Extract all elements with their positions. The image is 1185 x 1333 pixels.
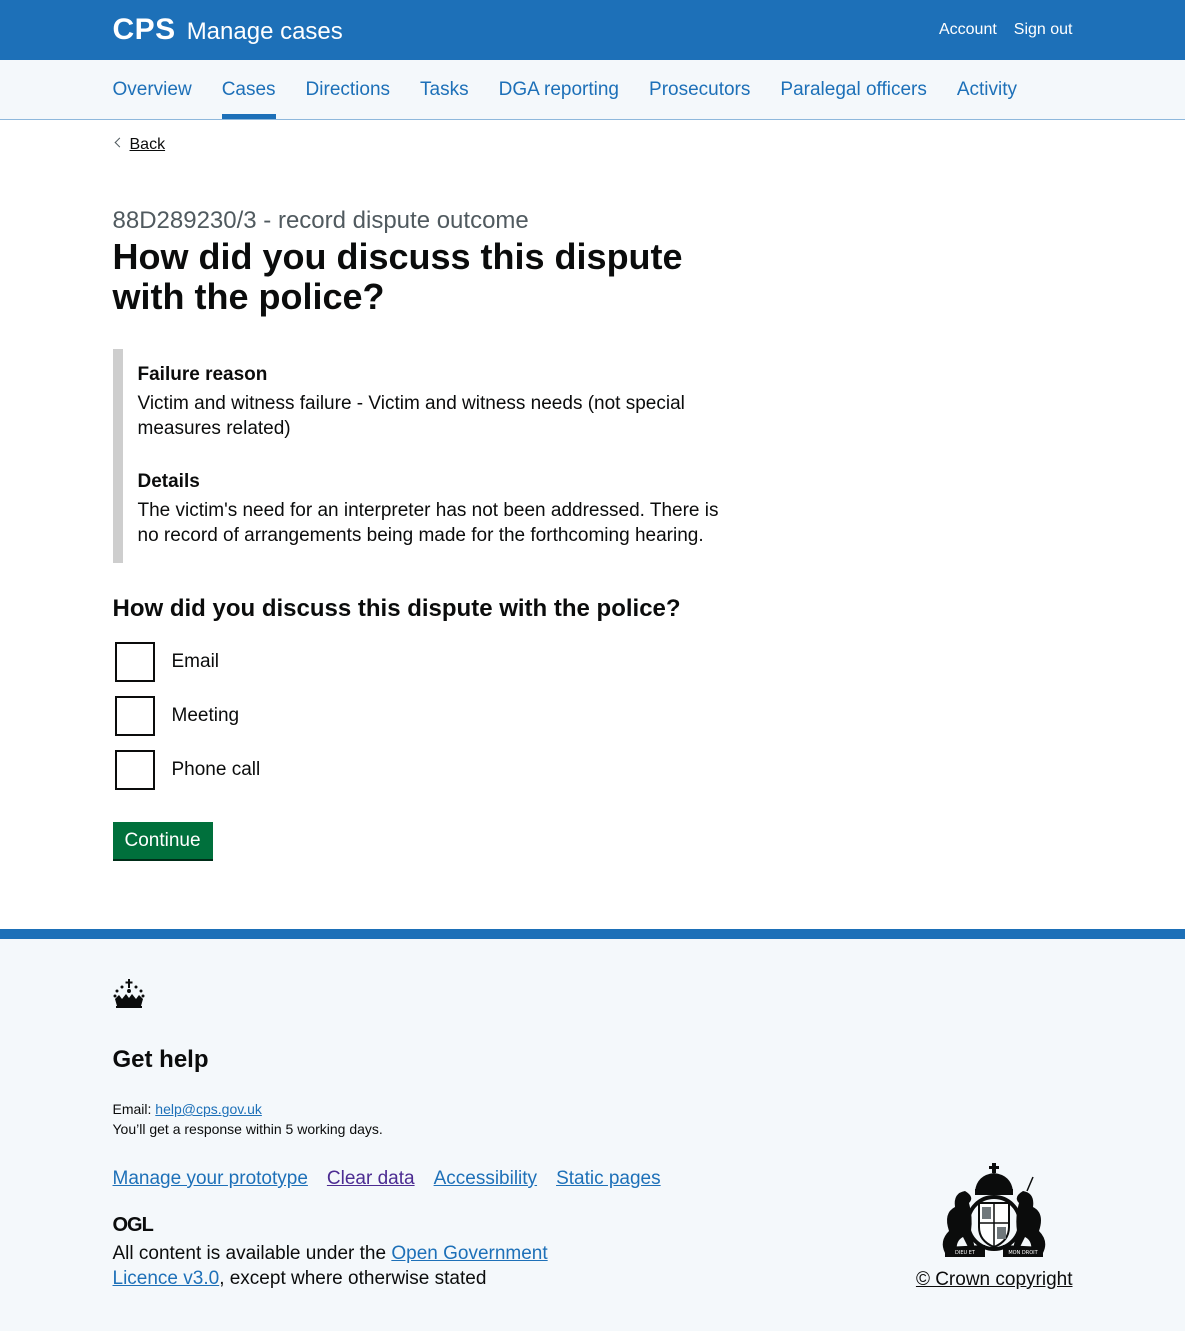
checkbox-item-email[interactable] [113, 642, 1073, 682]
copyright-block [916, 1161, 1073, 1291]
checkbox-item-phone-call[interactable] [113, 750, 1073, 790]
licence-text [113, 1241, 553, 1291]
failure-reason-heading: Failure reason [137, 364, 268, 385]
footer-links [113, 1168, 661, 1190]
meeting-checkbox[interactable] [115, 696, 155, 736]
open-government-licence-link[interactable]: Open Government Licence v3.0 [112, 1243, 548, 1289]
nav-cases[interactable]: Cases [222, 60, 276, 119]
help-email-link[interactable]: help@cps.gov.uk [155, 1101, 262, 1117]
static-pages-link[interactable]: Static pages [556, 1168, 661, 1189]
svg-text:MON DROIT: MON DROIT [1008, 1250, 1038, 1256]
nav-prosecutors[interactable]: Prosecutors [649, 79, 751, 100]
ogl-logo-icon: OGL [112, 1214, 153, 1236]
sign-out-link[interactable]: Sign out [1013, 21, 1073, 38]
site-header [0, 0, 1185, 60]
nav-activity[interactable]: Activity [956, 79, 1018, 100]
checkbox-item-meeting[interactable] [113, 696, 1073, 736]
service-name: Manage cases [186, 18, 343, 45]
primary-navigation [0, 60, 1185, 120]
phone-call-label: Phone call [171, 759, 261, 780]
inset-text [113, 349, 733, 563]
email-checkbox[interactable] [115, 642, 155, 682]
details-text: The victim's need for an interpreter has not been addressed. There is no record of arrangements being made for the forthcoming hearing. [137, 500, 719, 546]
header-nav [939, 21, 1073, 39]
crown-icon [113, 979, 145, 1009]
get-help-heading: Get help [112, 1046, 209, 1073]
email-label: Email [171, 651, 220, 672]
phone-call-checkbox[interactable] [115, 750, 155, 790]
clear-data-link[interactable]: Clear data [326, 1168, 415, 1189]
svg-text:DIEU ET: DIEU ET [955, 1250, 976, 1256]
royal-coat-of-arms-icon [935, 1161, 1053, 1261]
nav-tasks[interactable]: Tasks [420, 79, 469, 100]
footer-left [113, 1168, 661, 1291]
manage-prototype-link[interactable]: Manage your prototype [112, 1168, 308, 1189]
meeting-label: Meeting [171, 705, 240, 726]
details-block [138, 471, 733, 548]
nav-paralegal-officers[interactable]: Paralegal officers [780, 79, 927, 100]
chevron-left-icon [114, 137, 124, 147]
crown-copyright-link[interactable]: © Crown copyright [915, 1269, 1073, 1290]
licence-prefix: All content is available under the [112, 1243, 392, 1264]
details-heading: Details [137, 471, 200, 492]
site-footer [0, 929, 1185, 1331]
nav-overview[interactable]: Overview [112, 79, 192, 100]
failure-reason-block [138, 364, 733, 441]
back-label: Back [129, 136, 166, 153]
brand[interactable] [113, 13, 343, 47]
continue-button[interactable]: Continue [113, 822, 213, 859]
account-link[interactable]: Account [938, 21, 997, 38]
email-prefix: Email: [112, 1101, 152, 1117]
footer-bottom [113, 1161, 1073, 1291]
cps-logo: CPS [112, 13, 176, 46]
back-link[interactable] [113, 136, 166, 154]
nav-directions[interactable]: Directions [305, 79, 391, 100]
question-legend: How did you discuss this dispute with the police? [112, 595, 681, 622]
main-content [113, 120, 1073, 859]
accessibility-link[interactable]: Accessibility [433, 1168, 538, 1189]
licence-suffix: , except where otherwise stated [219, 1268, 487, 1289]
page-caption: 88D289230/3 - record dispute outcome [112, 207, 529, 234]
failure-reason-text: Victim and witness failure - Victim and witness needs (not special measures related) [137, 393, 685, 439]
page-title: How did you discuss this dispute with the police? [112, 236, 683, 317]
help-text [113, 1099, 1073, 1139]
nav-dga-reporting[interactable]: DGA reporting [498, 79, 620, 100]
discussion-method-checkboxes [113, 642, 1073, 790]
response-time-text: You’ll get a response within 5 working days. [112, 1121, 383, 1137]
